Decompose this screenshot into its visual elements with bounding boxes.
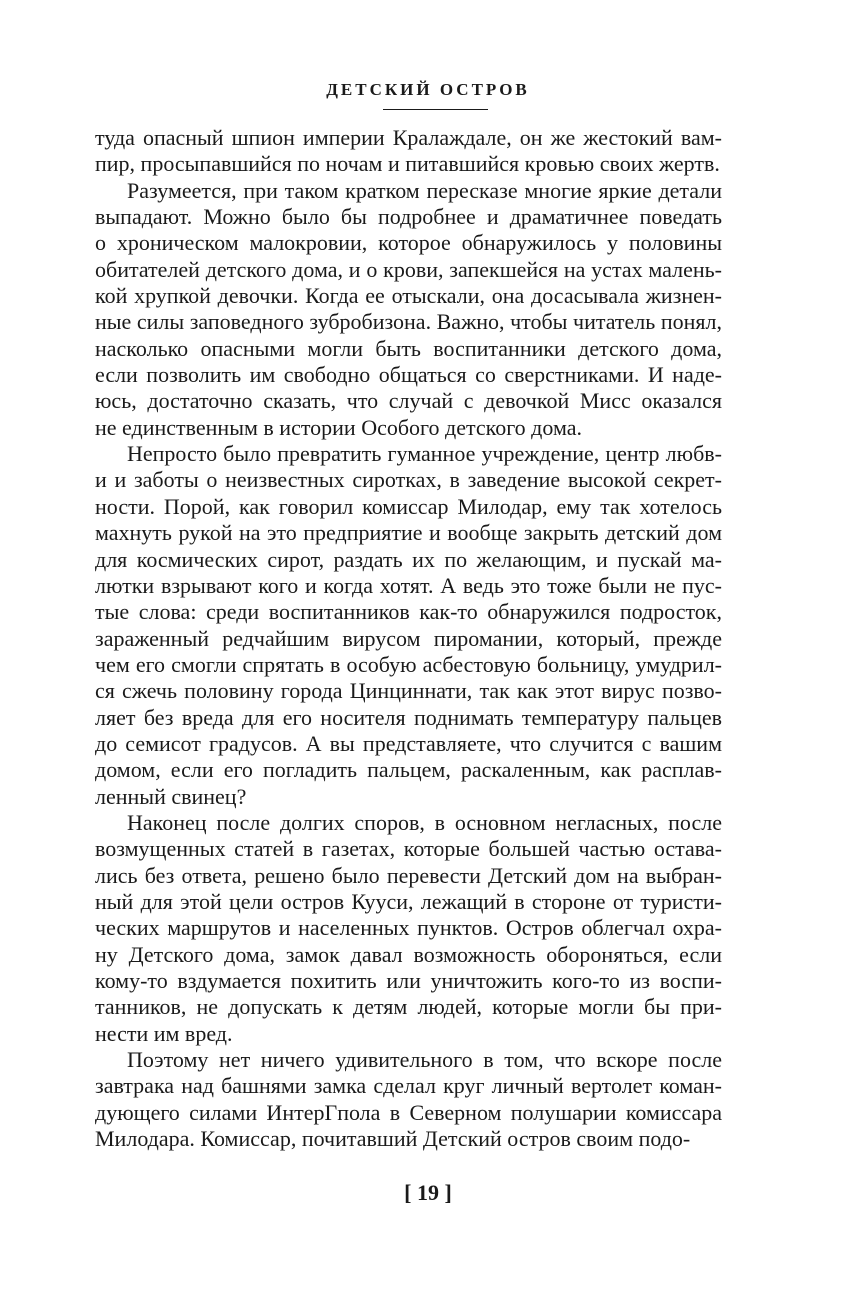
text-line: махнуть рукой на это предприятие и вообще закрыть детский дом (95, 520, 722, 546)
text-line: туда опасный шпион империи Кралаждале, он же жестокий вам- (95, 125, 722, 150)
text-line: насколько опасными могли быть воспитанники детского дома, (95, 335, 722, 361)
text-line: кому-то вздумается похитить или уничтожить кого-то из воспи- (95, 968, 722, 993)
text-line: Поэтому нет ничего удивительного в том, что вскоре после (127, 1047, 722, 1073)
text-line: не единственным в истории Особого детского дома. (95, 414, 582, 440)
text-line: кой хрупкой девочки. Когда ее отыскали, она досасывала жизнен- (95, 283, 722, 309)
text-line: чем его смогли спрятать в особую асбестовую больницу, умудрил- (95, 651, 722, 677)
running-title: ДЕТСКИЙ ОСТРОВ (326, 80, 530, 99)
text-line: завтрака над башнями замка сделал круг личный вертолет коман- (95, 1073, 722, 1099)
text-line: для космических сирот, раздать их по желающим, и пускай ма- (95, 546, 722, 572)
text-line: ный для этой цели остров Кууси, лежащий в стороне от туристи- (95, 888, 722, 914)
text-line: Милодара. Комиссар, почитавший Детский остров своим подо- (95, 1126, 691, 1152)
text-line: ческих маршрутов и населенных пунктов. Остров облегчал охра- (95, 915, 722, 941)
text-line: и и заботы о неизвестных сиротках, в заведение высокой секрет- (95, 467, 722, 493)
page-number: [ 19 ] (404, 1180, 452, 1205)
text-line: ну Детского дома, замок давал возможность обороняться, если (95, 941, 722, 967)
text-line: тые слова: среди воспитанников как-то обнаружился подросток, (95, 599, 722, 625)
body-text (95, 125, 722, 1152)
text-line: Разумеется, при таком кратком пересказе многие яркие детали (127, 177, 722, 203)
text-line: возмущенных статей в газетах, которые большей частью остава- (95, 836, 722, 862)
text-line: до семисот градусов. А вы представляете, что случится с вашим (95, 730, 722, 756)
text-line: Наконец после долгих споров, в основном негласных, после (127, 809, 722, 835)
text-line: обитателей детского дома, и о крови, запекшейся на устах малень- (95, 256, 722, 282)
text-line: домом, если его погладить пальцем, раскаленным, как расплав- (95, 757, 722, 783)
header-rule (383, 109, 488, 110)
text-line: нести им вред. (95, 1020, 233, 1046)
text-line: танников, не допускать к детям людей, которые могли бы при- (95, 994, 722, 1020)
text-line: ляет без вреда для его носителя поднимать температуру пальцев (95, 704, 722, 730)
text-line: лись без ответа, решено было перевести Детский дом на выбран- (95, 862, 722, 888)
text-line: ленный свинец? (95, 783, 247, 809)
text-line: выпадают. Можно было бы подробнее и драматичнее поведать (95, 204, 722, 230)
text-line: о хроническом малокровии, которое обнаружилось у половины (95, 230, 722, 256)
text-line: ности. Порой, как говорил комиссар Милодар, ему так хотелось (95, 493, 722, 519)
text-line: ся сжечь половину города Цинциннати, так как этот вирус позво- (95, 678, 722, 704)
text-line: юсь, достаточно сказать, что случай с девочкой Мисс оказался (95, 388, 722, 414)
text-line: зараженный редчайшим вирусом пиромании, который, прежде (95, 625, 722, 651)
text-line: лютки взрывают кого и когда хотят. А ведь это тоже были не пус- (95, 572, 722, 598)
text-line: ные силы заповедного зубробизона. Важно, чтобы читатель понял, (95, 309, 722, 335)
text-line: дующего силами ИнтерГпола в Северном полушарии комиссара (95, 1099, 722, 1125)
text-line: если позволить им свободно общаться со сверстниками. И наде- (95, 362, 722, 388)
text-line: Непросто было превратить гуманное учреждение, центр любв- (127, 441, 722, 467)
text-line: пир, просыпавшийся по ночам и питавшийся кровью своих жертв. (95, 151, 720, 177)
